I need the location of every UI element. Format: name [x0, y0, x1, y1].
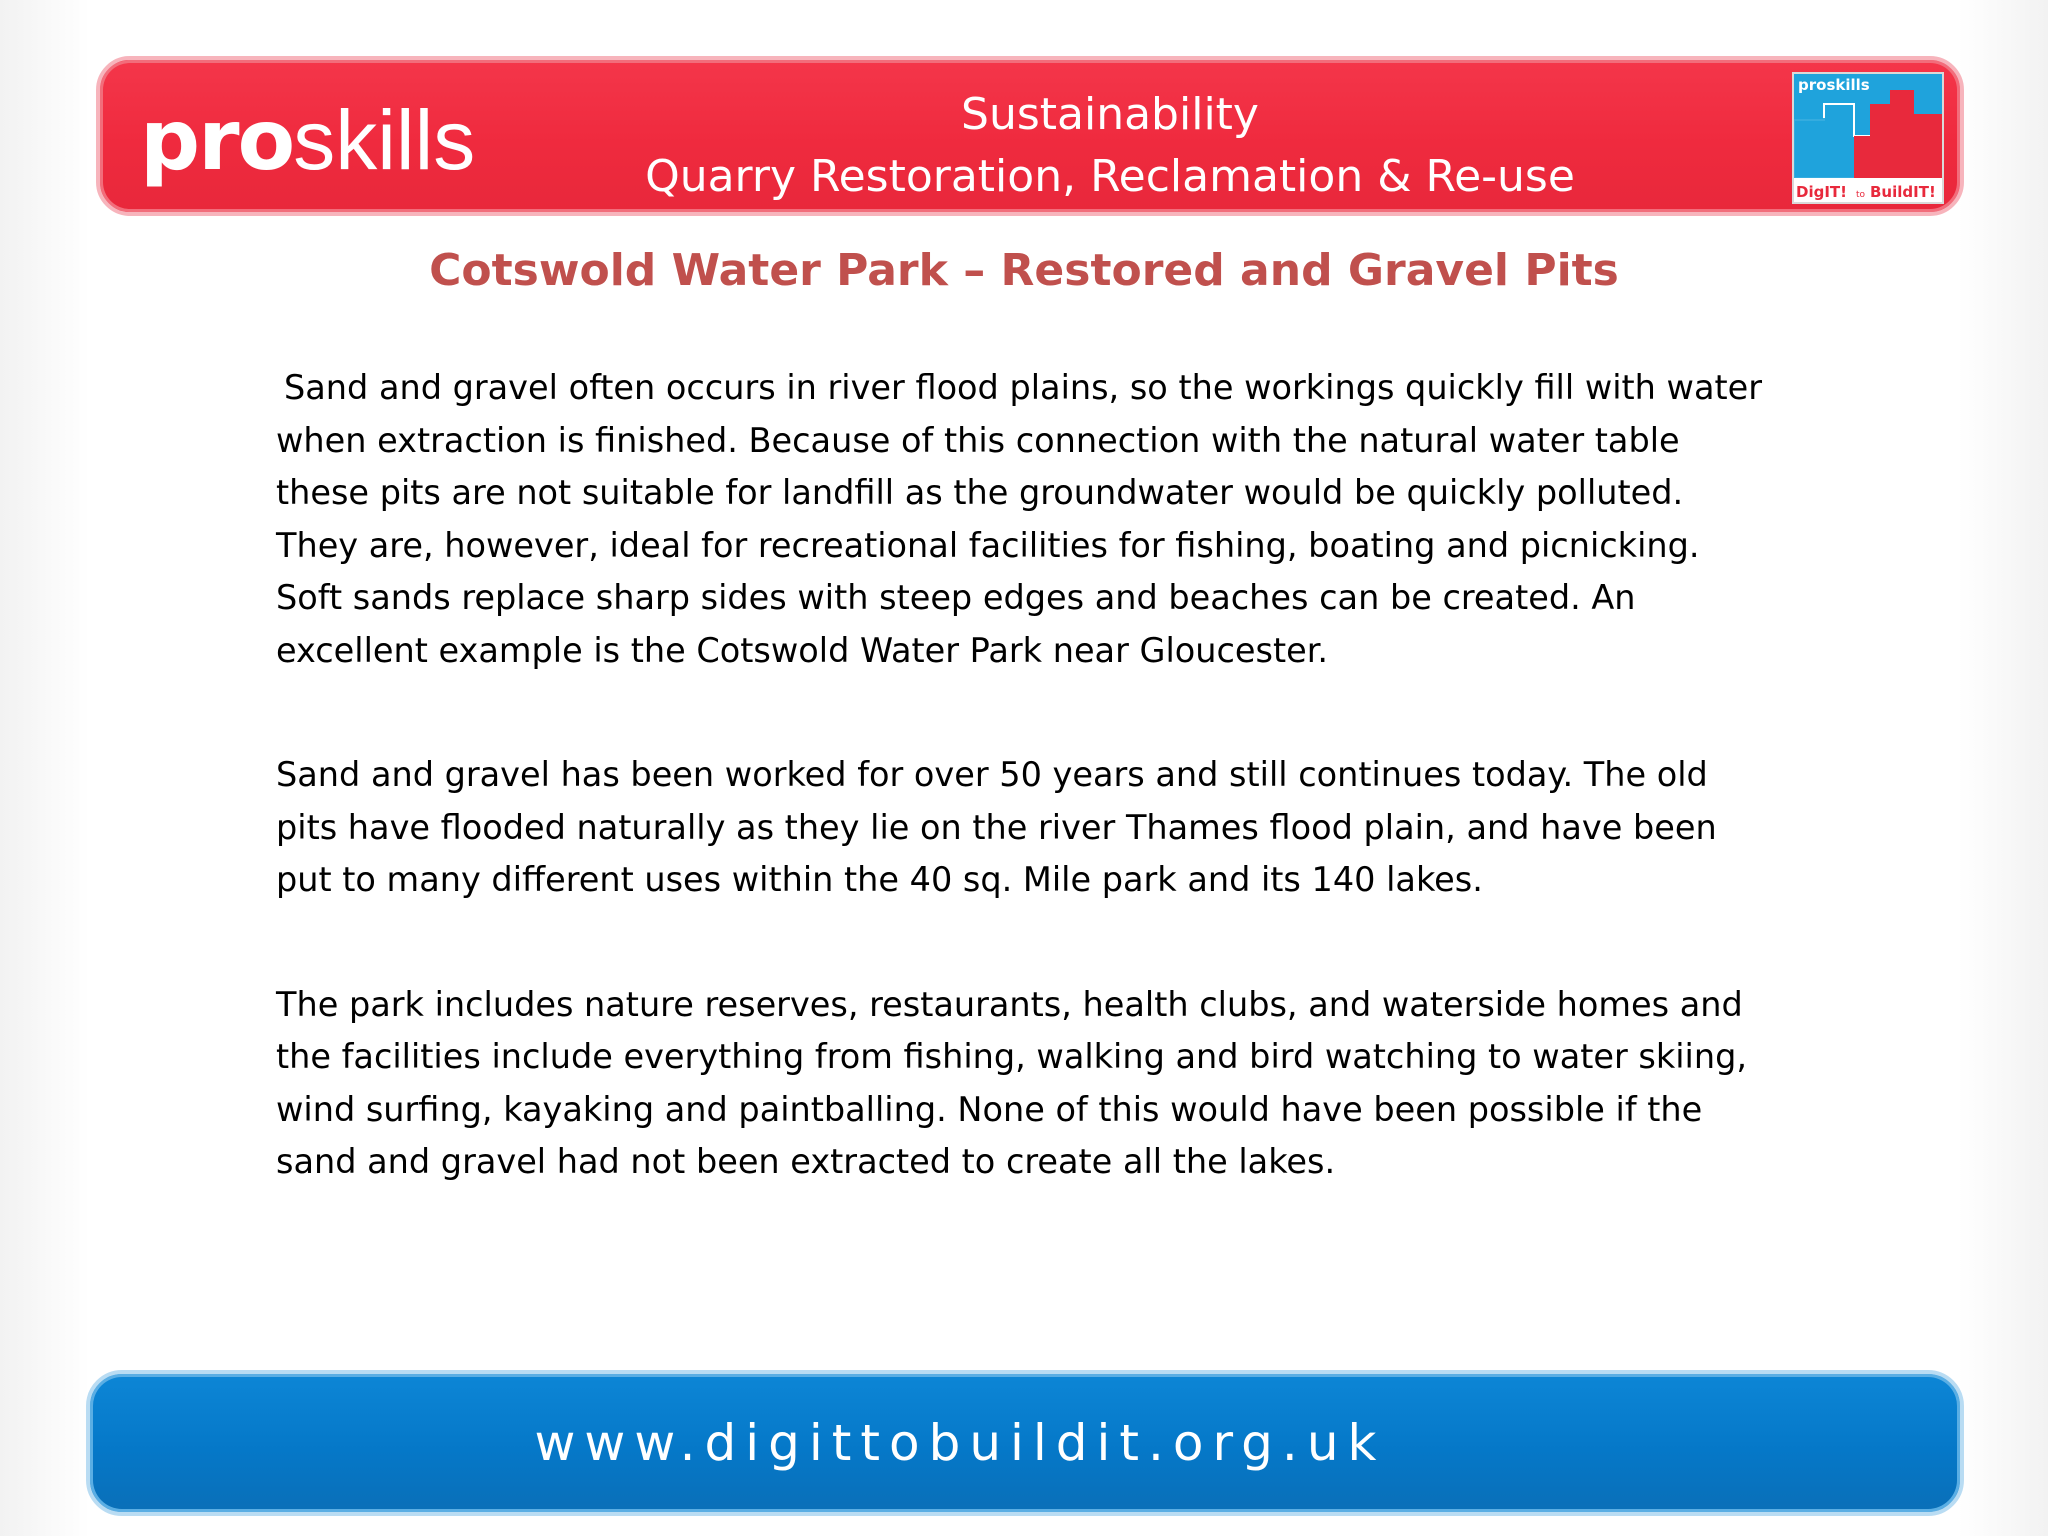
digit-buildit-badge	[1792, 72, 1944, 204]
paragraph-2: Sand and gravel has been worked for over 50 years and still continues today. The old pits have flooded naturally as they lie on the river Thames flood plain, and have been put to many different uses within the 40 sq. Mile park and its 140 lakes.	[276, 755, 1717, 899]
footer-banner	[86, 1370, 1964, 1516]
badge-to-text: to	[1856, 190, 1866, 200]
badge-buildit-text: BuildIT!	[1870, 183, 1936, 201]
paragraph-3: The park includes nature reserves, restaurants, health clubs, and waterside homes and the facilities include everything from fishing, walking and bird watching to water skiing, wind surfing, kayaking and paintballing. None of this would have been possible if the sand and gravel had not been extracted to create all the lakes.	[276, 984, 1748, 1181]
logo-skills-text: skills	[293, 93, 476, 187]
badge-graphic	[1794, 74, 1942, 202]
badge-top-text: proskills	[1798, 76, 1870, 94]
badge-digit-text: DigIT!	[1796, 183, 1847, 201]
proskills-logo	[140, 91, 476, 189]
paragraph-1: Sand and gravel often occurs in river flood plains, so the workings quickly fill with water when extraction is finished. Because of this connection with the natural water table these pits are not suitable for landfill as the groundwater would be quickly polluted. They are, however, ideal for recreational facilities for fishing, boating and picnicking. Soft sands replace sharp sides with steep edges and beaches can be created. An excellent example is the Cotswold Water Park near Gloucester.	[276, 368, 1762, 670]
body-text	[276, 362, 1766, 1261]
header-banner	[96, 56, 1964, 216]
header-titles	[520, 84, 1700, 208]
footer-url-link[interactable]: www.digittobuildit.org.uk	[534, 1414, 1386, 1472]
header-line-quarry: Quarry Restoration, Reclamation & Re-use	[645, 151, 1575, 202]
header-line-sustainability: Sustainability	[961, 89, 1259, 140]
logo-pro-text: pro	[140, 91, 294, 189]
page-title: Cotswold Water Park – Restored and Gravel Pits	[429, 245, 1619, 296]
